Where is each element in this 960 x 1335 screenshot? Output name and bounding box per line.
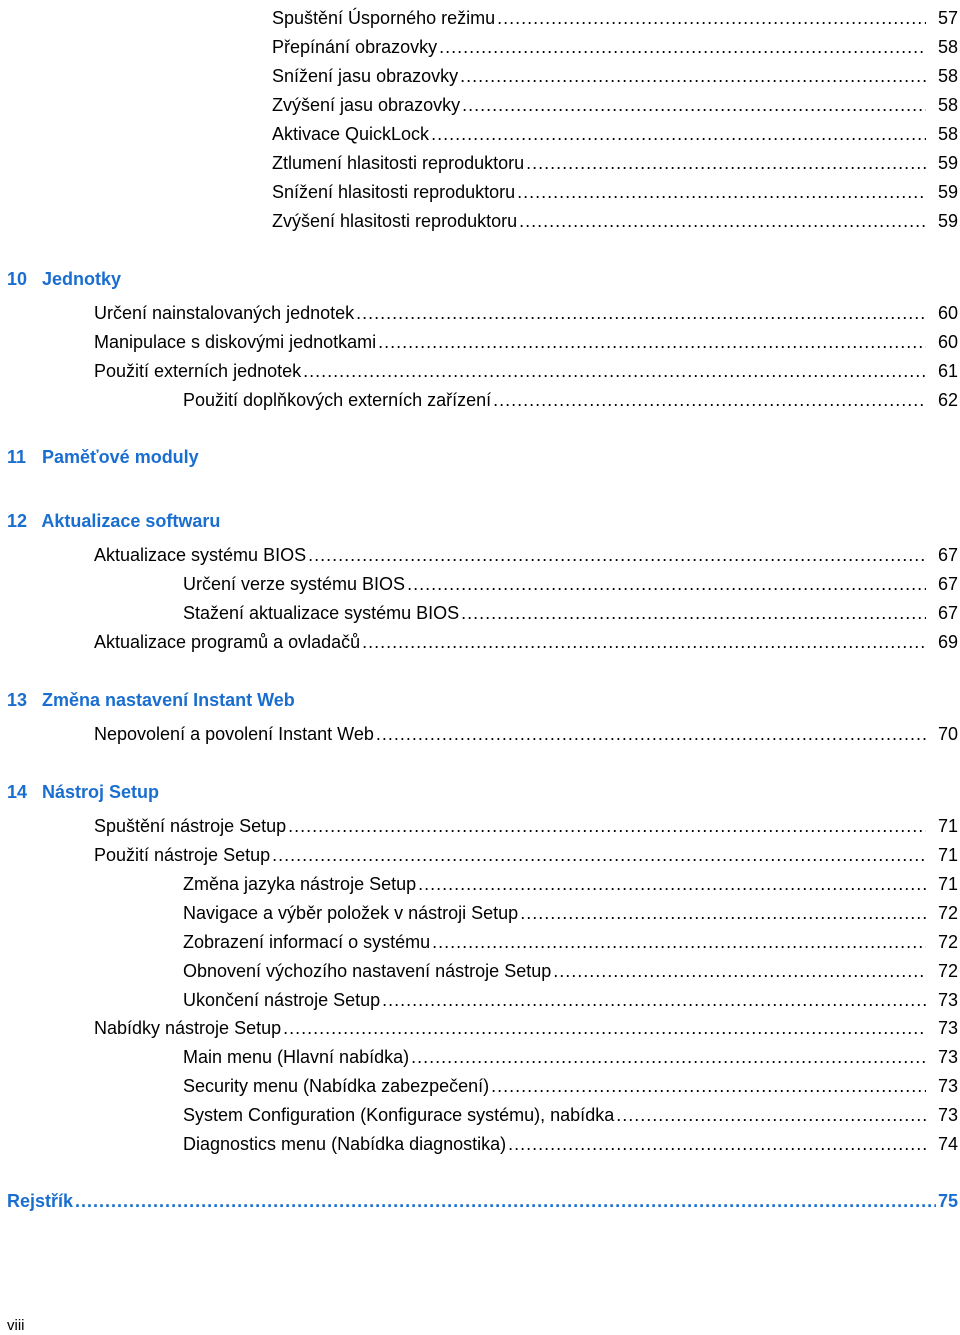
index-entry[interactable] — [7, 1188, 960, 1212]
dot-leader — [382, 989, 926, 1011]
toc-entry[interactable] — [0, 808, 960, 837]
toc-entry[interactable] — [0, 1068, 960, 1097]
chapter-heading[interactable] — [7, 445, 199, 469]
toc-entry-title: Aktualizace systému BIOS — [94, 545, 307, 565]
chapter-title: Změna nastavení Instant Web — [42, 690, 295, 710]
dot-leader — [283, 1017, 926, 1039]
toc-entry[interactable] — [0, 982, 960, 1011]
toc-entry[interactable] — [0, 537, 960, 566]
index-page: 75 — [937, 1191, 958, 1211]
chapter-title: Paměťové moduly — [42, 447, 199, 467]
toc-entry-page: 58 — [937, 95, 958, 115]
toc-entry-title: Určení nainstalovaných jednotek — [94, 303, 355, 323]
toc-entry-page: 72 — [937, 961, 958, 981]
toc-entry-title: Spuštění Úsporného režimu — [272, 8, 496, 28]
dot-leader — [491, 1075, 926, 1097]
chapter-title: Aktualizace softwaru — [41, 511, 221, 531]
dot-leader — [616, 1104, 926, 1126]
toc-entry[interactable] — [0, 0, 960, 29]
dot-leader — [272, 844, 926, 866]
toc-entry[interactable] — [0, 595, 960, 624]
page-number-footer: viii — [7, 1317, 25, 1334]
toc-entry-title: Navigace a výběr položek v nástroji Setup — [183, 903, 519, 923]
toc-entry-page: 72 — [937, 932, 958, 952]
toc-entry[interactable] — [0, 866, 960, 895]
dot-leader — [517, 181, 926, 203]
toc-entry[interactable] — [0, 837, 960, 866]
toc-entry[interactable] — [0, 87, 960, 116]
toc-entry[interactable] — [0, 295, 960, 324]
toc-entry[interactable] — [0, 58, 960, 87]
toc-entry[interactable] — [0, 566, 960, 595]
toc-entry-title: Aktualizace programů a ovladačů — [94, 632, 361, 652]
toc-entry-title: Spuštění nástroje Setup — [94, 816, 287, 836]
chapter-number: 12 — [7, 511, 28, 531]
toc-entry-page: 59 — [937, 211, 958, 231]
dot-leader — [378, 331, 926, 353]
dot-leader — [497, 7, 926, 29]
dot-leader — [493, 389, 926, 411]
toc-entry[interactable] — [0, 1010, 960, 1039]
toc-entry-page: 69 — [937, 632, 958, 652]
toc-entry-title: Použití externích jednotek — [94, 361, 302, 381]
dot-leader — [462, 94, 926, 116]
toc-entry-title: Stažení aktualizace systému BIOS — [183, 603, 460, 623]
dot-leader — [303, 360, 926, 382]
chapter-heading[interactable] — [7, 688, 295, 712]
chapter-number: 11 — [7, 447, 27, 467]
toc-entry-title: Snížení hlasitosti reproduktoru — [272, 182, 516, 202]
toc-entry-page: 67 — [937, 545, 958, 565]
toc-entry-title: Nabídky nástroje Setup — [94, 1018, 282, 1038]
dot-leader — [362, 631, 926, 653]
toc-entry-page: 58 — [937, 37, 958, 57]
toc-entry-title: Security menu (Nabídka zabezpečení) — [183, 1076, 490, 1096]
toc-entry[interactable] — [0, 924, 960, 953]
chapter-title: Nástroj Setup — [42, 782, 160, 802]
chapter-title: Jednotky — [42, 269, 122, 289]
toc-entry[interactable] — [0, 203, 960, 232]
toc-entry-page: 71 — [937, 845, 958, 865]
toc-entry-page: 73 — [937, 990, 958, 1010]
toc-entry[interactable] — [0, 1039, 960, 1068]
toc-entry[interactable] — [0, 382, 960, 411]
toc-entry-page: 58 — [937, 124, 958, 144]
toc-entry-page: 72 — [937, 903, 958, 923]
dot-leader — [520, 902, 926, 924]
toc-entry-title: Zobrazení informací o systému — [183, 932, 431, 952]
dot-leader — [553, 960, 926, 982]
toc-entry-page: 67 — [937, 574, 958, 594]
dot-leader — [431, 123, 926, 145]
dot-leader — [75, 1190, 936, 1212]
toc-entry-page: 71 — [937, 874, 958, 894]
toc-entry-page: 60 — [937, 332, 958, 352]
toc-entry-title: Ukončení nástroje Setup — [183, 990, 381, 1010]
toc-entry-page: 59 — [937, 182, 958, 202]
dot-leader — [288, 815, 926, 837]
toc-entry-title: Změna jazyka nástroje Setup — [183, 874, 417, 894]
toc-entry-page: 61 — [937, 361, 958, 381]
toc-entry[interactable] — [0, 953, 960, 982]
dot-leader — [356, 302, 926, 324]
toc-entry-page: 74 — [937, 1134, 958, 1154]
toc-entry-page: 62 — [937, 390, 958, 410]
toc-entry-title: Zvýšení jasu obrazovky — [272, 95, 461, 115]
toc-entry-title: Aktivace QuickLock — [272, 124, 430, 144]
toc-entry[interactable] — [0, 174, 960, 203]
dot-leader — [411, 1046, 926, 1068]
chapter-heading[interactable] — [7, 780, 159, 804]
toc-entry-title: Přepínání obrazovky — [272, 37, 438, 57]
toc-entry-page: 59 — [937, 153, 958, 173]
toc-entry-page: 67 — [937, 603, 958, 623]
chapter-number: 14 — [7, 782, 28, 802]
dot-leader — [519, 210, 926, 232]
toc-entry[interactable] — [0, 145, 960, 174]
dot-leader — [461, 602, 926, 624]
toc-entry-title: Určení verze systému BIOS — [183, 574, 406, 594]
toc-entry-title: Zvýšení hlasitosti reproduktoru — [272, 211, 518, 231]
toc-entry[interactable] — [0, 116, 960, 145]
toc-entry[interactable] — [0, 29, 960, 58]
toc-entry-title: Obnovení výchozího nastavení nástroje Setup — [183, 961, 552, 981]
dot-leader — [432, 931, 926, 953]
toc-entry-page: 73 — [937, 1047, 958, 1067]
toc-entry-page: 58 — [937, 66, 958, 86]
toc-entry[interactable] — [0, 1126, 960, 1155]
toc-entry-page: 71 — [937, 816, 958, 836]
toc-entry[interactable] — [0, 324, 960, 353]
toc-entry-page: 73 — [937, 1105, 958, 1125]
chapter-number: 10 — [7, 269, 28, 289]
chapter-heading[interactable] — [7, 509, 220, 533]
toc-entry-title: Použití nástroje Setup — [94, 845, 271, 865]
toc-entry-title: Manipulace s diskovými jednotkami — [94, 332, 377, 352]
toc-entry-title: Ztlumení hlasitosti reproduktoru — [272, 153, 525, 173]
chapter-number: 13 — [7, 690, 28, 710]
dot-leader — [439, 36, 926, 58]
toc-entry-page: 57 — [937, 8, 958, 28]
toc-entry-title: Nepovolení a povolení Instant Web — [94, 724, 374, 744]
dot-leader — [376, 723, 926, 745]
toc-entry-page: 70 — [937, 724, 958, 744]
toc-entry[interactable] — [0, 895, 960, 924]
dot-leader — [407, 573, 926, 595]
toc-entry-page: 60 — [937, 303, 958, 323]
toc-entry-title: Main menu (Hlavní nabídka) — [183, 1047, 410, 1067]
dot-leader — [460, 65, 926, 87]
dot-leader — [508, 1133, 926, 1155]
index-title: Rejstřík — [7, 1191, 74, 1211]
toc-entry-title: Diagnostics menu (Nabídka diagnostika) — [183, 1134, 507, 1154]
toc-entry[interactable] — [0, 624, 960, 653]
dot-leader — [526, 152, 926, 174]
toc-entry-page: 73 — [937, 1076, 958, 1096]
toc-entry[interactable] — [0, 1097, 960, 1126]
chapter-heading[interactable] — [7, 267, 121, 291]
toc-entry-title: System Configuration (Konfigurace systému), nabídka — [183, 1105, 615, 1125]
dot-leader — [418, 873, 926, 895]
dot-leader — [308, 544, 926, 566]
toc-entry-title: Použití doplňkových externích zařízení — [183, 390, 492, 410]
toc-entry-title: Snížení jasu obrazovky — [272, 66, 459, 86]
toc-entry[interactable] — [0, 716, 960, 745]
toc-entry-page: 73 — [937, 1018, 958, 1038]
toc-entry[interactable] — [0, 353, 960, 382]
